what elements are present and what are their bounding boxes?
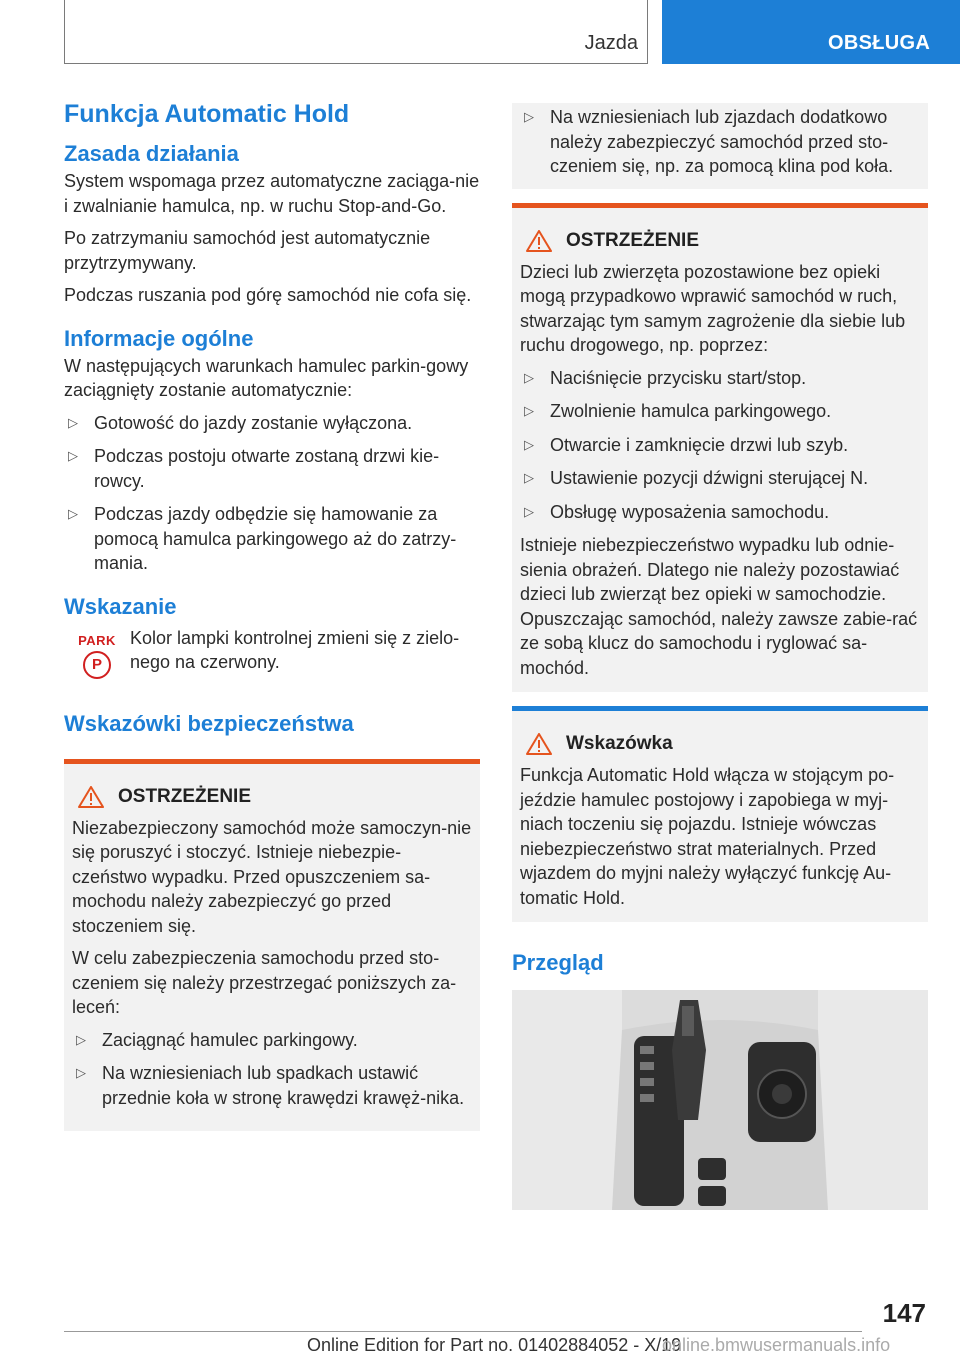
heading-safety: Wskazówki bezpieczeństwa [64, 710, 354, 736]
triangle-bullet-icon: ▷ [524, 436, 534, 452]
triangle-bullet-icon: ▷ [524, 503, 534, 519]
indicator-text: Kolor lampki kontrolnej zmieni się z zielo-nego na czerwony. [130, 627, 460, 672]
heading-principle: Zasada działania [64, 141, 239, 166]
list-item: ▷ Na wzniesieniach lub zjazdach dodatkowo należy zabezpieczyć samochód przed sto-czeniem się, np. za pomocą klina pod koła. [524, 107, 894, 176]
warning-triangle-icon [78, 786, 104, 808]
warning-title: OSTRZEŻENIE [118, 785, 252, 807]
page-number: 147 [882, 1298, 926, 1328]
triangle-bullet-icon: ▷ [524, 369, 534, 385]
warning-triangle-icon [526, 733, 552, 755]
footer-watermark: online.bmwusermanuals.info [662, 1335, 891, 1355]
warning-para-1: Dzieci lub zwierzęta pozostawione bez opieki mogą przypadkowo wprawić samochód w ruch, stwarzając tym samym zagrożenie dla siebie lub ruchu drogowego, np. poprzez: [520, 261, 906, 355]
note-box [512, 706, 928, 922]
header-chapter-label: OBSŁUGA [828, 32, 931, 54]
heading-overview: Przegląd [512, 950, 604, 975]
principle-para-3: Podczas ruszania pod górę samochód nie cofa się. [64, 285, 472, 305]
general-info-list [64, 411, 480, 576]
warning-title: OSTRZEŻENIE [566, 229, 700, 251]
list-item: ▷ Naciśnięcie przycisku start/stop. [520, 366, 920, 391]
heading-general-info: Informacje ogólne [64, 325, 254, 351]
list-item: ▷ Obsługę wyposażenia samochodu. [520, 500, 920, 525]
center-console-photo [512, 990, 928, 1210]
continued-box [512, 103, 928, 189]
warning-triangle-icon [526, 230, 552, 252]
right-column [512, 103, 928, 1210]
triangle-bullet-icon: ▷ [524, 109, 534, 124]
general-info-para: W następujących warunkach hamulec parkin-gowy zaciągnięty zostanie automatycznie: [64, 355, 469, 400]
triangle-bullet-icon: ▷ [68, 448, 78, 463]
warning-para-1: Niezabezpieczony samochód może samoczyn-nie się poruszyć i stoczyć. Istnieje niebezpie-czeństwo wypadku. Przed opuszczeniem sa-mochodu należy zabezpieczyć go przed stoczeniem się. [72, 817, 472, 936]
principle-para-1: System wspomaga przez automatyczne zaciąga-nie i zwalnianie hamulca, np. w ruchu Stop-and-Go. [64, 171, 480, 216]
list-item: ▷ Gotowość do jazdy zostanie wyłączona. [64, 411, 480, 436]
list-item: ▷ Podczas jazdy odbędzie się hamowanie za pomocą hamulca parkingowego aż do zatrzy-mania. [68, 504, 457, 573]
list-item: ▷ Zwolnienie hamulca parkingowego. [520, 399, 920, 424]
warning-list [72, 1028, 472, 1111]
note-para: Funkcja Automatic Hold włącza w stojącym po-jeździe hamulec postojowy i zapobiega w myj-niach toczeniu się pojazdu. Istnieje wówczas niebezpieczeństwo strat materialnych. Przed wjazdem do myjni należy wyłączyć funkcję Au-tomatic Hold. [520, 765, 895, 908]
heading-indicator: Wskazanie [64, 593, 177, 619]
triangle-bullet-icon: ▷ [524, 403, 534, 418]
warning-para-2: Istnieje niebezpieczeństwo wypadku lub odnie-sienia obrażeń. Dlatego nie należy pozostawiać dzieci lub zwierząt bez opieki w samochodzie. Opuszczając samochód, należy zawsze zabie-rać ze sobą klucz do samochodu i ryglować sa-mochód. [520, 535, 918, 678]
continued-list [520, 105, 920, 179]
list-item: ▷ Ustawienie pozycji dźwigni sterującej N. [520, 466, 920, 491]
warning-list [520, 366, 920, 525]
triangle-bullet-icon: ▷ [68, 414, 78, 430]
warning-box-2 [512, 203, 928, 693]
indicator-row [64, 626, 480, 679]
triangle-bullet-icon: ▷ [68, 506, 78, 521]
park-indicator-icon: PARK P [64, 626, 130, 679]
note-title: Wskazówka [566, 733, 673, 754]
header-section-title: Jazda [584, 32, 638, 54]
list-item: ▷ Na wzniesieniach lub spadkach ustawić przednie koła w stronę krawędzi krawęż-nika. [76, 1063, 465, 1108]
triangle-bullet-icon: ▷ [524, 470, 534, 485]
list-item: ▷ Otwarcie i zamknięcie drzwi lub szyb. [520, 433, 920, 458]
warning-para-2: W celu zabezpieczenia samochodu przed sto-czeniem się należy przestrzegać poniższych za-leceń: [72, 948, 457, 1017]
list-item: ▷ Zaciągnąć hamulec parkingowy. [72, 1028, 472, 1053]
page-title: Funkcja Automatic Hold [64, 100, 350, 128]
principle-para-2: Po zatrzymaniu samochód jest automatycznie przytrzymywany. [64, 228, 431, 273]
list-item: ▷ Podczas postoju otwarte zostaną drzwi kie-rowcy. [68, 446, 440, 491]
footer-edition: Online Edition for Part no. 01402884052 - X/19 [307, 1335, 682, 1355]
warning-box-1 [64, 759, 480, 1132]
center-console-illustration [512, 990, 928, 1210]
footer-divider [64, 1331, 862, 1332]
triangle-bullet-icon: ▷ [76, 1031, 86, 1047]
left-column [64, 100, 480, 1131]
triangle-bullet-icon: ▷ [76, 1065, 86, 1080]
header-chapter-tab [662, 0, 960, 64]
header-frame [64, 0, 648, 64]
